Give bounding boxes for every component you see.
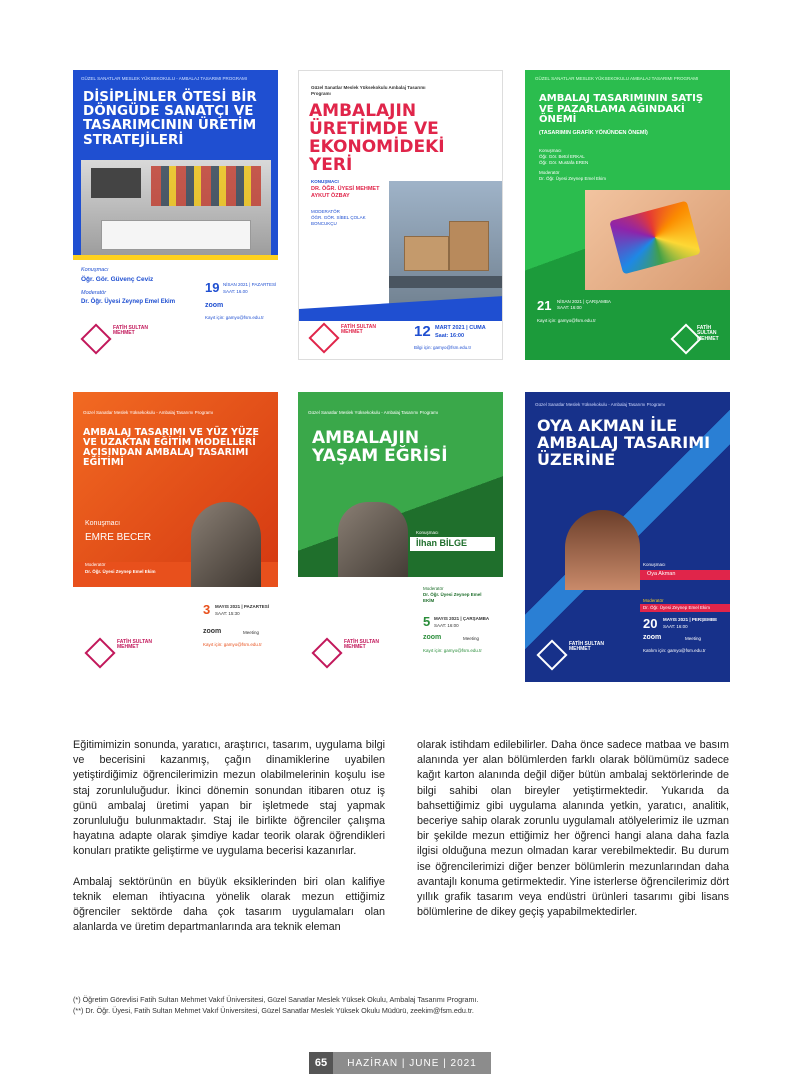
- poster-header: Güzel Sanatlar Meslek Yüksekokulu - Ambalaj Tasarımı Programı: [535, 402, 666, 407]
- event-date: MAYIS 2021 | PERŞEMBE: [663, 617, 718, 622]
- event-info: Katılım için: gamyo@fsm.edu.tr: [643, 648, 706, 653]
- article-paragraph: olarak istihdam edilebilirler. Daha önce sadece matbaa ve basım alanında yer alan bölümlerden farklı olarak bölümümüz sadece kağıt karton alanında değil diğer bütün ambalaj sektörlerinde de bilgi sahibi olan bireyler yetiştirmektedir. Yukarıda da bahsettiğimiz gibi uygulama alanında yetkin, yaratıcı, analitik, beceriye sahip olarak zorunlu uygulamalı atölyelerimiz ile uzman bir şekilde mezun ettiğimiz her öğrenci hangi alana daha fazla ilgisi olduğuna mezun olmadan karar verebilmektedir. Bu durum ise öğrencilerimizi diğer benzer bölümlerin mezunlarından daha avantajlı konuma getirmektedir. Yine isterlerse öğrencilerimiz dört yıllık grafik tasarım veya endüstri ürünleri tasarımı gibi lisans bölümlerine de dikey geçiş yapabilmektedirler.: [417, 739, 729, 919]
- event-time: SAAT: 15:30: [215, 611, 240, 616]
- moderator-name: Dr. Öğr. Üyesi Zeynep Emel Ekim: [539, 176, 607, 181]
- poster-header: Güzel Sanatlar Meslek Yüksekokulu Ambalaj Tasarımı Programı: [311, 85, 426, 96]
- poster-title: OYA AKMAN İLE AMBALAJ TASARIMI ÜZERİNE: [537, 416, 711, 469]
- event-info: Bilgi için: gamyo@fsm.edu.tr: [414, 345, 472, 350]
- poster-event-2: [298, 70, 503, 360]
- event-time: SAAT: 16.00: [223, 289, 248, 294]
- event-time: SAAT: 16:00: [557, 305, 582, 310]
- moderator-name: Dr. Öğr. Üyesi Zeynep Emel Ekim: [85, 569, 156, 574]
- zoom-logo: zoom: [423, 634, 442, 641]
- speaker-label: Konuşmacı: [85, 520, 121, 527]
- speaker-label: Konuşmacı: [539, 148, 562, 153]
- event-date: MAYIS 2021 | ÇARŞAMBA: [434, 616, 490, 621]
- zoom-logo: zoom: [203, 628, 222, 635]
- university-logo-text: FATİH SULTAN MEHMET: [117, 639, 152, 651]
- zoom-logo: zoom: [205, 302, 224, 309]
- meeting-label: Meeting: [685, 636, 702, 641]
- moderator-name: Dr. Öğr. Üyesi Zeynep Emel Ekim: [81, 299, 176, 305]
- event-time: SAAT: 16:00: [663, 624, 688, 629]
- university-logo-text: FATİH SULTAN MEHMET: [697, 325, 719, 342]
- footnote-1: (*) Öğretim Görevlisi Fatih Sultan Mehmet Vakıf Üniversitesi, Güzel Sanatlar Meslek Yüksek Okulu, Ambalaj Tasarımı Programı.: [73, 995, 479, 1004]
- moderator-name: Dr. Öğr. Üyesi Zeynep Emel Ekim: [643, 605, 711, 610]
- event-day: 3: [203, 602, 211, 617]
- page-number: 65: [309, 1052, 333, 1074]
- meeting-label: Meeting: [463, 636, 480, 641]
- poster-title: AMBALAJIN ÜRETİMDE VE EKONOMİDEKİ YERİ: [309, 101, 445, 175]
- poster-header: Güzel Sanatlar Meslek Yüksekokulu - Ambalaj Tasarımı Programı: [83, 410, 214, 415]
- university-logo-text: FATİH SULTAN MEHMET: [569, 641, 604, 653]
- poster-subtitle: (TASARIMIN GRAFİK YÖNÜNDEN ÖNEMİ): [539, 130, 648, 136]
- article-paragraph: Ambalaj sektörünün en büyük eksiklerinden biri olan kalifiye teknik eleman ihtiyacına yönelik olarak mezun ettiğimiz öğrenciler sektörde daha çok tasarım uygulamaları olan alanlarda ve üretim departmanlarında ara teknik eleman: [73, 875, 385, 934]
- issue-date: HAZİRAN | JUNE | 2021: [347, 1057, 477, 1069]
- speaker-label: Konuşmacı: [643, 562, 666, 567]
- article-column-right: [417, 738, 729, 935]
- poster-event-4: [73, 392, 278, 682]
- speaker-label: KONUŞMACI: [311, 179, 339, 184]
- poster-title: AMBALAJIN YAŞAM EĞRİSİ: [312, 428, 448, 466]
- poster-event-6: [525, 392, 730, 682]
- event-day: 5: [423, 614, 431, 629]
- university-logo-text: FATİH SULTAN MEHMET: [113, 325, 148, 337]
- poster-header: GÜZEL SANATLAR MESLEK YÜKSEKOKULU AMBALAJ TASARIMI PROGRAMI: [535, 76, 699, 81]
- speaker-photo: [191, 502, 261, 587]
- poster-title: AMBALAJ TASARIMI VE YÜZ YÜZE VE UZAKTAN EĞİTİM MODELLERİ AÇISINDAN AMBALAJ TASARIMI EĞİTİMİ: [83, 427, 259, 468]
- zoom-logo: zoom: [643, 634, 662, 641]
- exhibition-photo: [81, 160, 271, 260]
- event-info: Kayıt için: gamyo@fsm.edu.tr: [537, 318, 596, 323]
- event-time: SAAT: 16:00: [434, 623, 459, 628]
- moderator-label: MODERATÖR: [311, 209, 340, 214]
- speaker-name: EMRE BECER: [85, 532, 152, 543]
- event-info: Kayıt için: gamyo@fsm.edu.tr: [205, 315, 264, 320]
- poster-header: Güzel Sanatlar Meslek Yüksekokulu - Ambalaj Tasarımı Programı: [308, 410, 439, 415]
- event-date: NİSAN 2021 | ÇARŞAMBA: [557, 299, 611, 304]
- poster-event-3: [525, 70, 730, 360]
- speaker-name: Öğr. Gör. Betül ERKAL: [539, 154, 585, 159]
- moderator-label: Moderatör: [85, 562, 106, 567]
- event-day: 19: [205, 280, 220, 295]
- poster-title: DİSİPLİNLER ÖTESİ BİR DÖNGÜDE SANATÇI VE TASARIMCININ ÜRETİM STRATEJİLERİ: [83, 89, 257, 148]
- moderator-name: ÖĞR. GÖR. SİBEL ÇOLAK BONCUKÇU: [311, 215, 366, 226]
- moderator-label: Moderatör: [539, 170, 560, 175]
- footnote-2: (**) Dr. Öğr. Üyesi, Fatih Sultan Mehmet Vakıf Üniversitesi, Güzel Sanatlar Meslek Yüksek Okulu Müdürü, zeekim@fsm.edu.tr.: [73, 1006, 474, 1015]
- speaker-photo: [565, 510, 640, 590]
- speaker-label: Konuşmacı: [416, 530, 439, 535]
- event-day: 20: [643, 616, 658, 631]
- event-day: 12: [414, 323, 431, 340]
- speaker-label: Konuşmacı: [81, 267, 109, 273]
- event-time: Saat: 16:00: [435, 333, 465, 339]
- event-date: MART 2021 | CUMA: [435, 325, 486, 331]
- event-date: MAYIS 2021 | PAZARTESİ: [215, 604, 270, 609]
- article-column-left: [73, 738, 385, 950]
- moderator-label: Moderatör: [423, 586, 444, 591]
- event-info: Kayıt için: gamyo@fsm.edu.tr: [203, 642, 262, 647]
- color-swatch-photo: [585, 190, 730, 290]
- poster-event-1: [73, 70, 278, 360]
- poster-event-5: [298, 392, 503, 682]
- event-date: NİSAN 2021 | PAZARTESİ: [223, 282, 277, 287]
- page-footer: [309, 1052, 491, 1074]
- speaker-name: Öğr. Gör. Güvenç Ceviz: [81, 276, 154, 283]
- moderator-name: Dr. Öğr. Üyesi Zeynep Emel EKİM: [423, 592, 482, 603]
- speaker-name: İlhan BİLGE: [416, 538, 468, 548]
- moderator-label: Moderatör: [643, 598, 664, 603]
- event-info: Kayıt için: gamyo@fsm.edu.tr: [423, 648, 482, 653]
- footnotes: [73, 994, 733, 1016]
- speaker-name: Oya Akman: [647, 571, 676, 577]
- university-logo-text: FATİH SULTAN MEHMET: [344, 639, 379, 651]
- speaker-name-2: Öğr. Gör. Mustafa EREN: [539, 160, 589, 165]
- article-paragraph: Eğitimimizin sonunda, yaratıcı, araştırıcı, tasarım, uygulama bilgi ve becerisini kazanmış, çağın dinamiklerine uyabilen yetiştirdiğimiz öğrencilerimizin mezun olabilmelerinin koşulu ise staj zorunluluğudur. İkinci dönemin sonundan itibaren otuz iş günü ambalaj üretimi yapan bir işletmede staj yapmak zorunluluğu bulunmaktadır. Staj ile birlikte öğrenciler çalışma hayatına adapte olarak şimdiye kadar teorik olarak öğrendikleri konuları pratikte geliştirme ve uygulama becerisi kazanırlar.: [73, 739, 385, 858]
- event-day: 21: [537, 298, 552, 313]
- meeting-label: Meeting: [243, 630, 260, 635]
- university-logo-text: FATİH SULTAN MEHMET: [341, 324, 376, 336]
- poster-title: AMBALAJ TASARIMININ SATIŞ VE PAZARLAMA AĞINDAKİ ÖNEMİ: [539, 93, 704, 125]
- speaker-name: DR. ÖĞR. ÜYESİ MEHMET AYKUT ÖZBAY: [311, 186, 380, 199]
- moderator-label: Moderatör: [81, 290, 107, 296]
- poster-header: GÜZEL SANATLAR MESLEK YÜKSEKOKULU - AMBALAJ TASARIMI PROGRAMI: [81, 76, 248, 81]
